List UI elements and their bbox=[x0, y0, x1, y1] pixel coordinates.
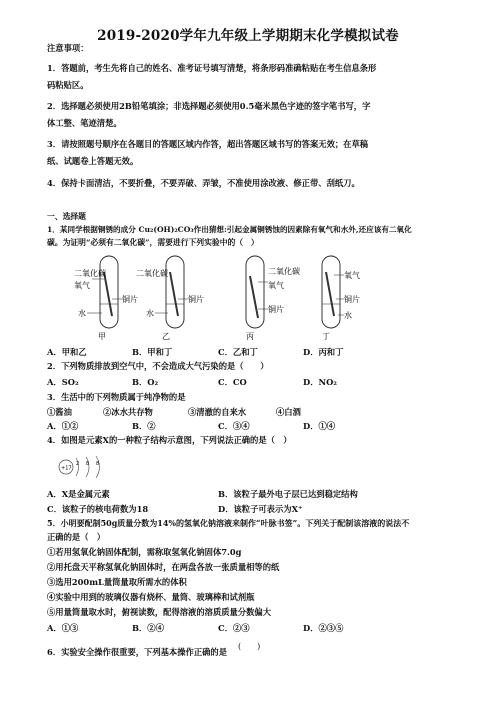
q5-statement-1: ①若用氢氧化钠固体配制，需称取氢氧化钠固体7.0g bbox=[47, 547, 242, 557]
q1-text: 1．某同学根据铜锈的成分 Cu₂(OH)₂CO₃作出猜想:引起金属铜锈蚀的因素除有氧气和水外,还应该有二氧化 bbox=[47, 225, 412, 234]
notice-item-2-cont: 体工整、笔迹清楚。 bbox=[47, 118, 122, 128]
q1-option-c: C．乙和丁 bbox=[218, 347, 258, 357]
q5-text: 5．小明要配制50g质量分数为14%的氢氧化钠溶液来制作“叶脉书签”。下列关于配制该溶液的说法不 bbox=[47, 518, 410, 528]
q3-item-1: ①酱油 bbox=[47, 407, 72, 417]
q5-text-cont: 正确的是（ ） bbox=[47, 532, 106, 542]
tube-bing-label-co2: 二氧化碳 bbox=[268, 267, 300, 276]
q4-option-c: C．该粒子的核电荷数为18 bbox=[47, 504, 149, 514]
q3-option-d: D．①④ bbox=[303, 421, 336, 431]
q1-text-cont: 碳。为证明“必须有二氧化碳”，需要进行下列实验中的（ ） bbox=[47, 238, 259, 247]
q1-figure bbox=[60, 252, 420, 344]
notice-heading: 注意事项： bbox=[47, 43, 89, 53]
notice-item-2: 2．选择题必须使用2B铅笔填涂；非选择题必须使用0.5毫米黑色字迹的签字笔书写，字 bbox=[47, 101, 371, 111]
tube-bing-label-o2: 氧气 bbox=[268, 281, 284, 290]
notice-item-3: 3．请按照题号顺序在各题目的答题区域内作答，超出答题区域书写的答案无效；在草稿 bbox=[47, 139, 369, 149]
q5-option-b: B．②④ bbox=[132, 623, 164, 633]
q3-text: 3．生活中的下列物质属于纯净物的是 bbox=[47, 392, 186, 402]
q4-shell-3: 8 bbox=[96, 461, 100, 467]
tube-bing-label-cu: 铜片 bbox=[268, 305, 284, 314]
q5-statement-3: ③选用200mL量筒量取所需水的体积 bbox=[47, 577, 187, 587]
q1-option-b: B．甲和丁 bbox=[132, 347, 173, 357]
q3-option-b: B．② bbox=[132, 421, 156, 431]
tube-yi-label-cu: 铜片 bbox=[188, 295, 204, 304]
q3-option-a: A．①② bbox=[47, 421, 79, 431]
q2-option-c: C．CO bbox=[218, 377, 247, 387]
q4-option-b: B．该粒子最外电子层已达到稳定结构 bbox=[218, 489, 358, 499]
q4-atom-diagram bbox=[56, 452, 116, 482]
q4-option-a: A．X是金属元素 bbox=[47, 489, 110, 499]
tube-bing-name: 丙 bbox=[246, 332, 254, 341]
q6-answer-blank: ( ) bbox=[238, 642, 261, 651]
tube-yi-name: 乙 bbox=[162, 332, 170, 341]
q6-text: 6．实验安全操作很重要，下列基本操作正确的是 bbox=[47, 647, 228, 657]
tube-yi-label-co2: 二氧化碳 bbox=[136, 269, 168, 278]
page-title: 2019-2020学年九年级上学期期末化学模拟试卷 bbox=[97, 28, 399, 44]
tube-jia-label-cu: 铜片 bbox=[122, 295, 138, 304]
q3-item-4: ④白酒 bbox=[276, 407, 301, 417]
tube-jia-name: 甲 bbox=[98, 332, 106, 341]
q3-item-3: ③清澈的自来水 bbox=[188, 407, 247, 417]
q3-item-2: ②冰水共存物 bbox=[103, 407, 153, 417]
q5-option-d: D．②③⑤ bbox=[303, 623, 344, 633]
q2-text: 2．下列物质排放到空气中，不会造成大气污染的是（ ） bbox=[47, 361, 269, 371]
q4-shell-1: 2 bbox=[76, 461, 80, 467]
tube-yi bbox=[136, 256, 204, 341]
q2-option-d: D．NO₂ bbox=[303, 377, 337, 387]
tube-ding-label-cu: 铜片 bbox=[344, 295, 360, 304]
notice-item-1-cont: 码粘贴区。 bbox=[47, 80, 89, 90]
section-heading: 一、选择题 bbox=[47, 212, 86, 221]
q2-option-a: A．SO₂ bbox=[47, 377, 79, 387]
q4-option-d: D．该粒子可表示为X⁺ bbox=[218, 504, 303, 514]
tube-ding-name: 丁 bbox=[322, 332, 330, 341]
q5-statement-5: ⑤用量筒量取水时，俯视读数，配得溶液的溶质质量分数偏大 bbox=[47, 607, 272, 617]
notice-item-3-cont: 纸、试题卷上答题无效。 bbox=[47, 156, 139, 166]
q5-option-c: C．②③ bbox=[218, 623, 250, 633]
tube-yi-label-water: 水 bbox=[146, 309, 154, 318]
notice-item-1: 1．答题前，考生先将自己的姓名、准考证号填写清楚，将条形码准确粘贴在考生信息条形 bbox=[47, 63, 377, 73]
q3-option-c: C．③④ bbox=[218, 421, 250, 431]
q5-option-a: A．①③ bbox=[47, 623, 79, 633]
tube-bing bbox=[246, 256, 300, 341]
tube-jia-label-co2: 二氧化碳 bbox=[74, 269, 106, 278]
q2-option-b: B．O₂ bbox=[132, 377, 159, 387]
q5-statement-4: ④实验中用到的玻璃仪器有烧杯、量筒、玻璃棒和试剂瓶 bbox=[47, 592, 255, 602]
notice-item-4: 4．保持卡面清洁，不要折叠，不要弄破、弄皱，不准使用涂改液、修正带、刮纸刀。 bbox=[47, 178, 360, 188]
tube-ding bbox=[322, 256, 360, 341]
q4-shell-2: 8 bbox=[86, 461, 90, 467]
tube-ding-label-o2: 氧气 bbox=[344, 271, 360, 280]
q1-option-a: A．甲和乙 bbox=[47, 347, 87, 357]
tube-ding-label-water: 水 bbox=[344, 311, 352, 320]
q4-text: 4．如图是元素X的一种粒子结构示意图，下列说法正确的是（ ） bbox=[47, 435, 292, 445]
tube-jia-label-water: 水 bbox=[78, 309, 86, 318]
tube-jia bbox=[74, 256, 138, 341]
q5-statement-2: ②用托盘天平称氢氧化钠固体时，在两盘各放一张质量相等的纸 bbox=[47, 562, 280, 572]
q1-option-d: D．丙和丁 bbox=[303, 347, 344, 357]
tube-jia-label-o2: 氧气 bbox=[74, 281, 90, 290]
q4-nucleus-label: +17 bbox=[61, 465, 72, 472]
